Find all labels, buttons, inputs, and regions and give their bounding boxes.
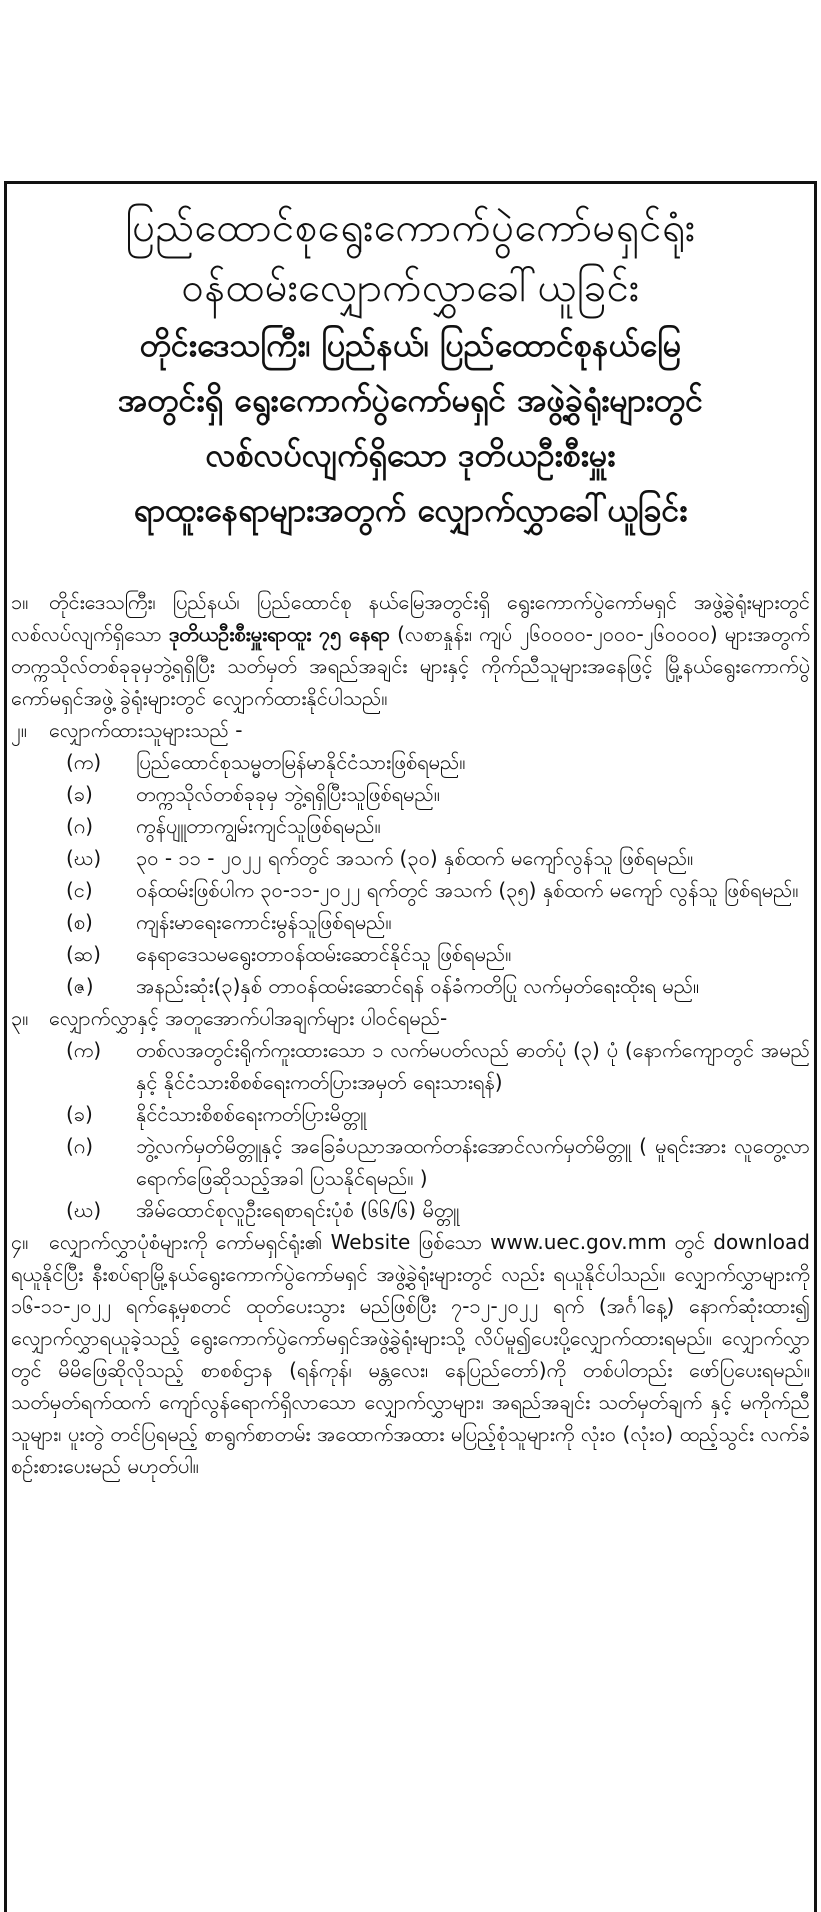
- list-item: [11, 842, 810, 874]
- list-item: [11, 938, 810, 970]
- item-text: နိုင်ငံသားစိစစ်ရေးကတ်ပြားမိတ္တူ: [136, 1102, 367, 1126]
- item-text: အိမ်ထောင်စုလူဦးရေစာရင်းပုံစံ (၆၆/၆) မိတ္တူ: [136, 1198, 460, 1222]
- requirements-list: [11, 746, 810, 1002]
- section-2-heading: [11, 714, 810, 746]
- section-text: တိုင်းဒေသကြီး၊ ပြည်နယ်၊ ပြည်ထောင်စု နယ်မြေအတွင်းရှိ ရွေးကောက်ပွဲကော်မရှင် အဖွဲ့ခွဲရုံးများတွင် လစ်လပ်လျက်ရှိသော: [11, 590, 810, 646]
- section-heading-text: လျှောက်ထားသူများသည် -: [49, 718, 243, 742]
- item-text: ကျန်းမာရေးကောင်းမွန်သူဖြစ်ရမည်။: [136, 910, 392, 934]
- notice-frame: [4, 181, 817, 1912]
- list-item: [11, 1194, 810, 1226]
- attachments-list: [11, 1034, 810, 1226]
- item-label: (ဂ): [66, 814, 94, 838]
- subtitle-line: တိုင်းဒေသကြီး၊ ပြည်နယ်၊ ပြည်ထောင်စုနယ်မြေ: [139, 326, 682, 364]
- item-label: (ဆ): [66, 942, 101, 966]
- section-3-heading: [11, 1002, 810, 1034]
- position-highlight: ဒုတိယဦးစီးမှူးရာထူး ၇၅ နေရာ: [168, 622, 391, 646]
- item-text: ၃၀ - ၁၁ - ၂၀၂၂ ရက်တွင် အသက် (၃၀) နှစ်ထက် မကျော်လွန်သူ ဖြစ်ရမည်။: [136, 846, 694, 870]
- list-item: [11, 1098, 810, 1130]
- section-number: ၁။: [11, 590, 29, 614]
- item-label: (ဇ): [66, 974, 94, 998]
- section-heading-text: လျှောက်လွှာနှင့် အတူအောက်ပါအချက်များ ပါဝင်ရမည်-: [49, 1006, 448, 1030]
- section-number: ၃။: [11, 1006, 29, 1030]
- list-item: [11, 906, 810, 938]
- item-label: (ခ): [66, 782, 93, 806]
- subtitle-line: လစ်လပ်လျက်ရှိသော ဒုတိယဦးစီးမှူး: [205, 436, 616, 474]
- notice-header: [7, 184, 814, 538]
- item-text: ဝန်ထမ်းဖြစ်ပါက ၃၀-၁၁-၂၀၂၂ ရက်တွင် အသက် (၃၅) နှစ်ထက် မကျော် လွန်သူ ဖြစ်ရမည်။: [136, 878, 799, 902]
- section-text: (လစာနှုန်း၊ ကျပ် ၂၆၀၀၀၀-၂၀၀၀-၂၆၀၀၀၀) များအတွက် တက္ကသိုလ်တစ်ခုခုမှဘွဲ့ရရှိပြီး သတ်မှတ် အရည်အချင်း များနှင့် ကိုက်ညီသူများအနေဖြင့် မြို့နယ်ရွေးကောက်ပွဲကော်မရှင်အဖွဲ့ ခွဲရုံးများတွင် လျှောက်ထားနိုင်ပါသည်။: [11, 622, 810, 710]
- item-label: (က): [66, 750, 102, 774]
- notice-body: [11, 586, 810, 1482]
- list-item: [11, 1130, 810, 1194]
- item-label: (ဃ): [66, 1198, 102, 1222]
- item-text: ပြည်ထောင်စုသမ္မတမြန်မာနိုင်ငံသားဖြစ်ရမည်။: [136, 750, 466, 774]
- list-item: [11, 874, 810, 906]
- item-text: တက္ကသိုလ်တစ်ခုခုမှ ဘွဲ့ရရှိပြီးသူဖြစ်ရမည်။: [136, 782, 440, 806]
- list-item: [11, 810, 810, 842]
- list-item: [11, 970, 810, 1002]
- notice-title: ဝန်ထမ်းလျှောက်လွှာခေါ်ယူခြင်း: [181, 265, 640, 311]
- item-label: (ခ): [66, 1102, 93, 1126]
- section-text: လျှောက်လွှာပုံစံများကို ကော်မရှင်ရုံး၏ Website ဖြစ်သော www.uec.gov.mm တွင် download ရယူနိုင်ပြီး နီးစပ်ရာမြို့နယ်ရွေးကောက်ပွဲကော်မရှင် အဖွဲ့ခွဲရုံးများတွင် လည်း ရယူနိုင်ပါသည်။ လျှောက်လွှာများကို ၁၆-၁၁-၂၀၂၂ ရက်နေ့မှစတင် ထုတ်ပေးသွား မည်ဖြစ်ပြီး ၇-၁၂-၂၀၂၂ ရက် (အင်္ဂါနေ့) နောက်ဆုံးထား၍ လျှောက်လွှာရယူခဲ့သည့် ရွေးကောက်ပွဲကော်မရှင်အဖွဲ့ခွဲရုံးများသို့ လိပ်မူ၍ပေးပို့လျှောက်ထားရမည်။ လျှောက်လွှာ တွင် မိမိဖြေဆိုလိုသည့် စာစစ်ဌာန (ရန်ကုန်၊ မန္တလေး၊ နေပြည်တော်)ကို တစ်ပါတည်း ဖော်ပြပေးရမည်။ သတ်မှတ်ရက်ထက် ကျော်လွန်ရောက်ရှိလာသော လျှောက်လွှာများ၊ အရည်အချင်း သတ်မှတ်ချက် နှင့် မကိုက်ညီသူများ၊ ပူးတွဲ တင်ပြရမည့် စာရွက်စာတမ်း အထောက်အထား မပြည့်စုံသူများကို လုံး၀ (လုံး၀) ထည့်သွင်း လက်ခံ စဉ်းစားပေးမည် မဟုတ်ပါ။: [11, 1230, 810, 1478]
- list-item: [11, 1034, 810, 1098]
- item-label: (ဃ): [66, 846, 102, 870]
- office-title: ပြည်ထောင်စုရွေးကောက်ပွဲကော်မရှင်ရုံး: [125, 205, 696, 251]
- item-label: (ဂ): [66, 1134, 94, 1158]
- item-text: ဘွဲ့လက်မှတ်မိတ္တူနှင့် အခြေခံပညာအထက်တန်းအောင်လက်မှတ်မိတ္တူ ( မူရင်းအား လူတွေ့လာရောက်ဖြေဆိုသည့်အခါ ပြသနိုင်ရမည်။ ): [136, 1134, 810, 1190]
- section-number: ၄။: [11, 1230, 29, 1254]
- item-label: (စ): [66, 910, 93, 934]
- item-label: (က): [66, 1038, 102, 1062]
- section-4: [11, 1226, 810, 1482]
- item-text: တစ်လအတွင်းရိုက်ကူးထားသော ၁ လက်မပတ်လည် ဓာတ်ပုံ (၃) ပုံ (နောက်ကျောတွင် အမည်နှင့် နိုင်ငံသားစိစစ်ရေးကတ်ပြားအမှတ် ရေးသားရန်): [136, 1038, 810, 1094]
- item-text: အနည်းဆုံး(၃)နှစ် တာဝန်ထမ်းဆောင်ရန် ဝန်ခံကတိပြု လက်မှတ်ရေးထိုးရ မည်။: [136, 974, 700, 998]
- item-text: နေရာဒေသမရွေးတာဝန်ထမ်းဆောင်နိုင်သူ ဖြစ်ရမည်။: [136, 942, 512, 966]
- subtitle-line: အတွင်းရှိ ရွေးကောက်ပွဲကော်မရှင် အဖွဲ့ခွဲရုံးများတွင်: [118, 381, 703, 419]
- item-label: (င): [66, 878, 93, 902]
- subtitle-line: ရာထူးနေရာများအတွက် လျှောက်လွှာခေါ်ယူခြင်း: [133, 491, 688, 529]
- section-number: ၂။: [11, 718, 27, 742]
- section-1: [11, 586, 810, 714]
- list-item: [11, 746, 810, 778]
- list-item: [11, 778, 810, 810]
- item-text: ကွန်ပျူတာကျွမ်းကျင်သူဖြစ်ရမည်။: [136, 814, 381, 838]
